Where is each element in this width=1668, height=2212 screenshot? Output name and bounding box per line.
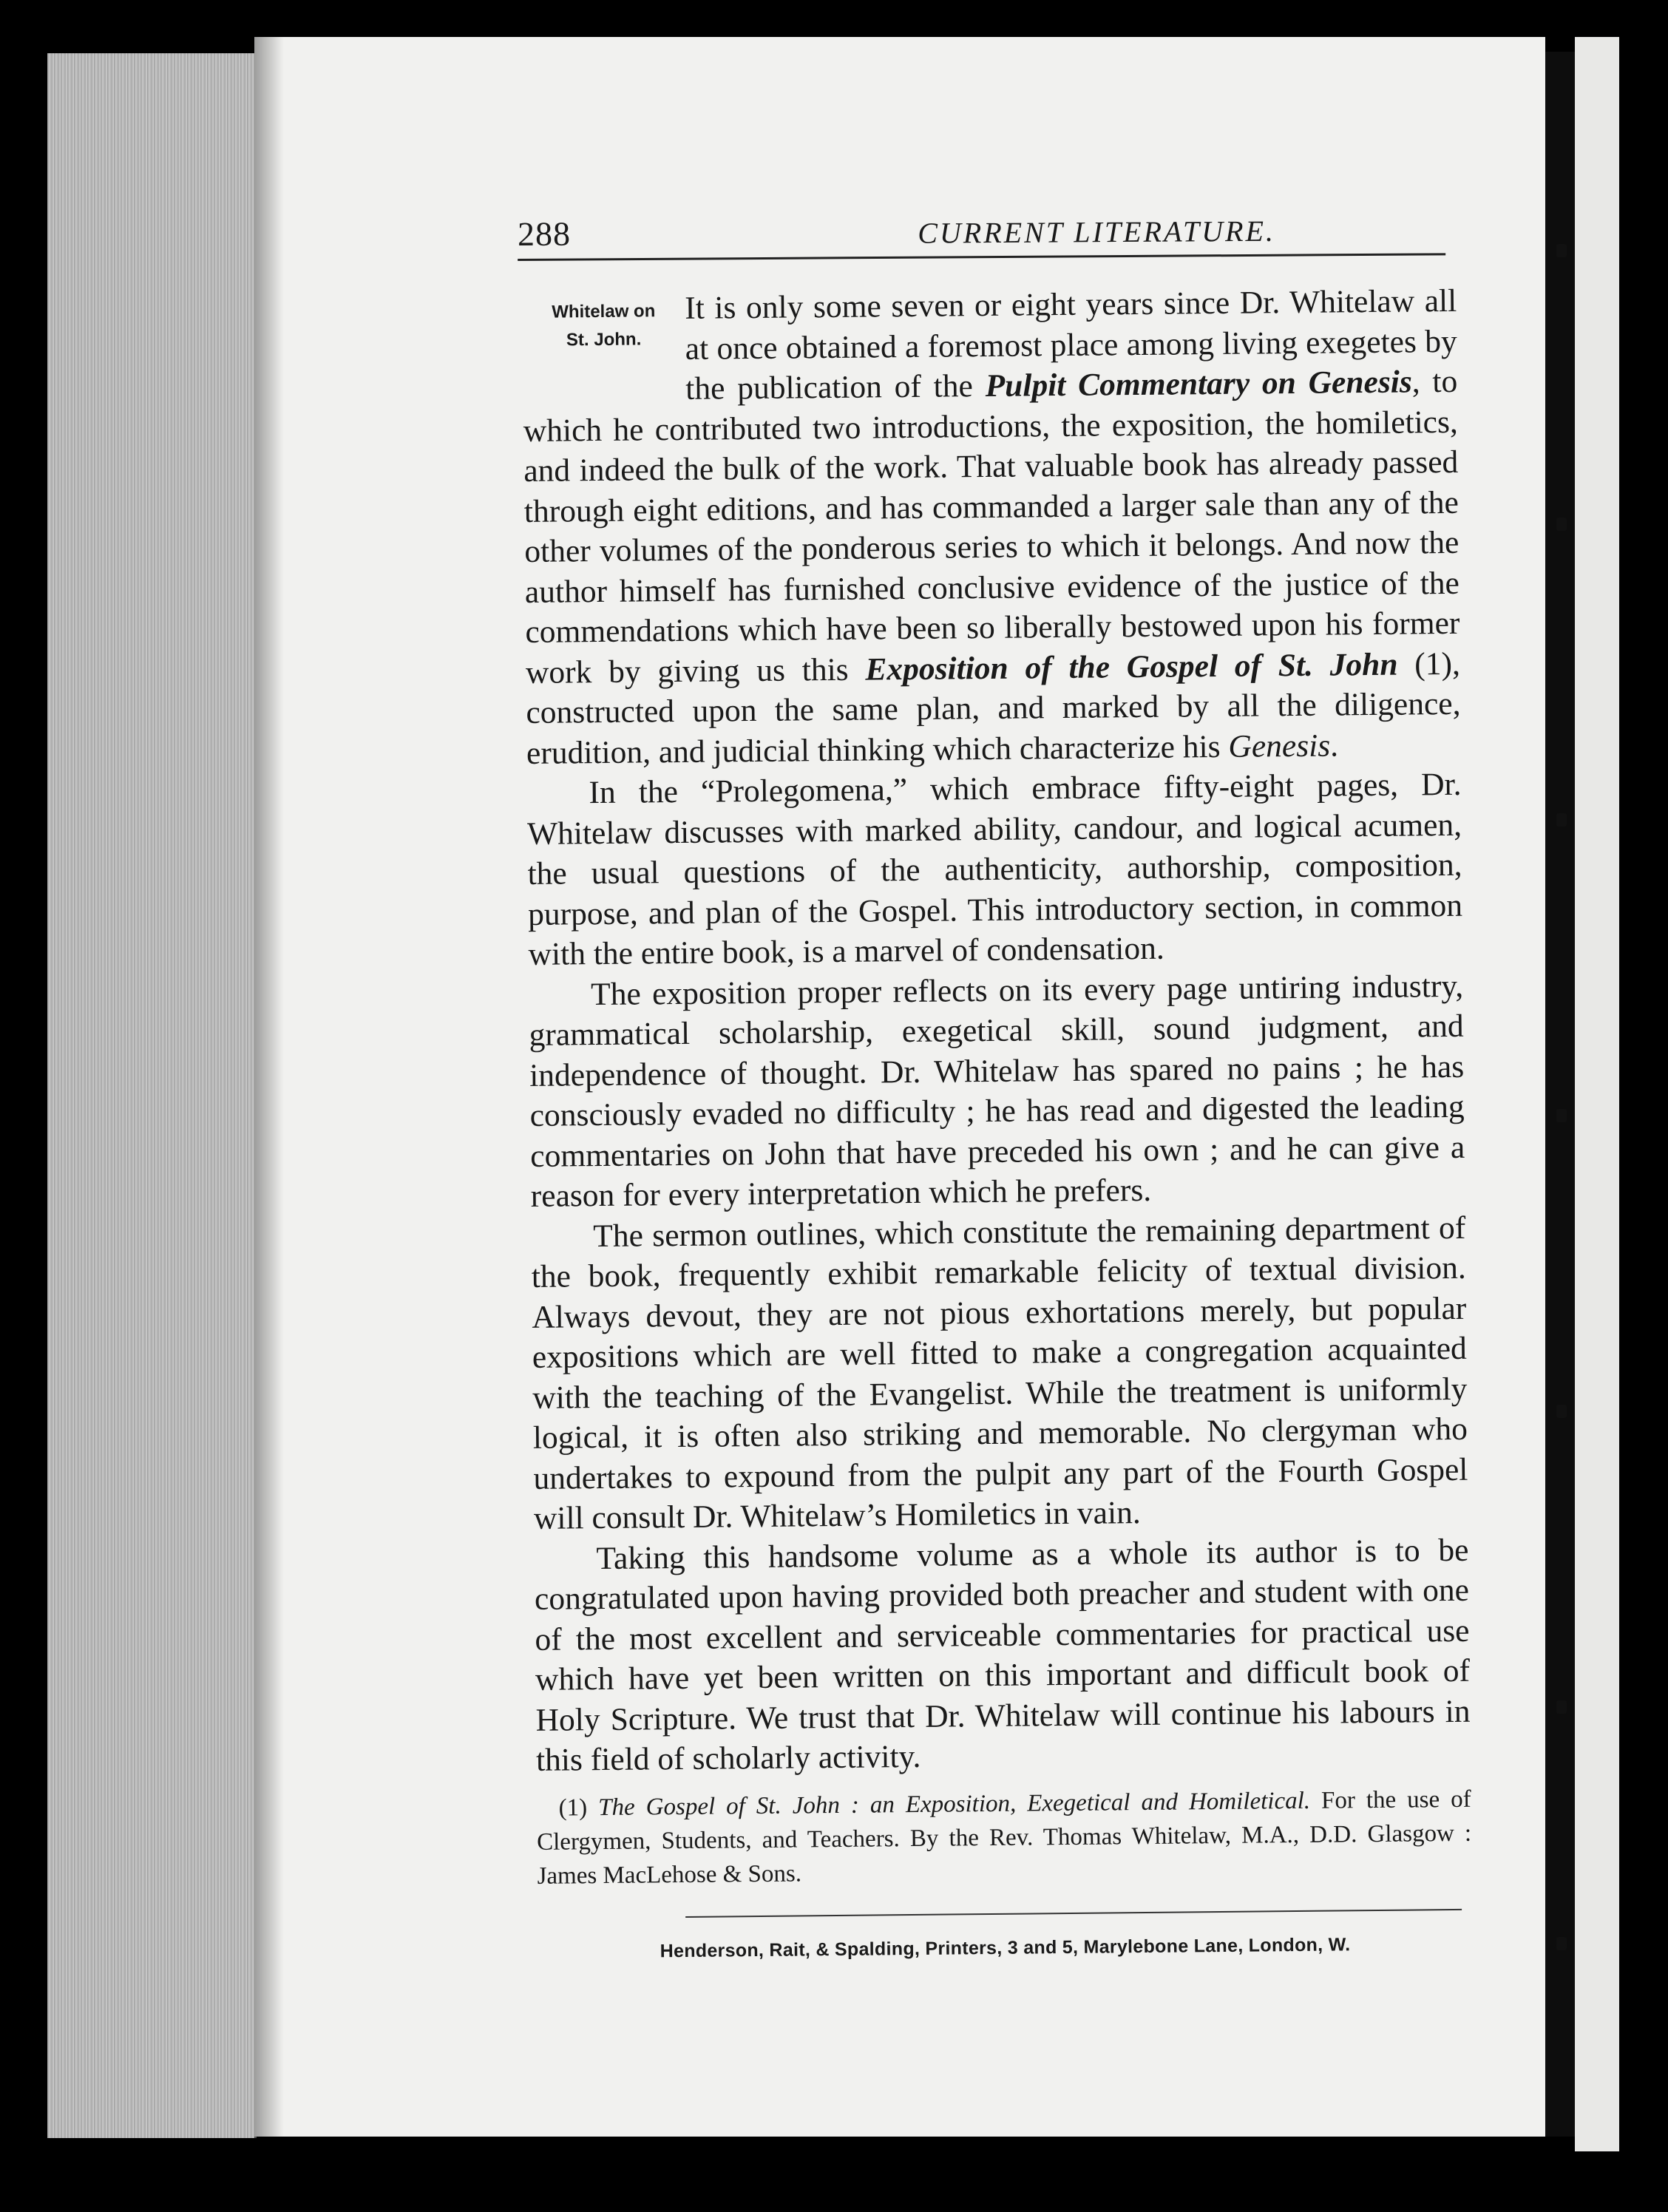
page-number: 288 — [517, 214, 572, 253]
book-title-genesis-commentary: Pulpit Commentary on Genesis — [985, 364, 1412, 404]
side-note-line: Whitelaw on — [552, 301, 656, 322]
paragraph-2: In the “Prolegomena,” which embrace fifty-eight pages, Dr. Whitelaw discusses with marked ability, candour, and logical acumen, the usual questions of the authenticity, authorship, composition, purpose, and plan of the Gospel. This introductory section, in common with the entire book, is a marvel of condensation. — [526, 766, 1463, 972]
footnote-divider — [685, 1908, 1462, 1917]
paragraph-4: The sermon outlines, which constitute the remaining department of the book, frequently exhibit remarkable felicity of textual division. Always devout, they are not pious exhortations merely, but popular expositions which are well fitted to make a congregation acquainted with the teaching of the Evangelist. While the treatment is uniformly logical, it is often also striking and memorable. No clergyman who undertakes to expound from the pulpit any part of the Fourth Gospel will consult Dr. Whitelaw’s Homiletics in vain. — [531, 1210, 1468, 1536]
book-page-edges — [47, 53, 257, 2138]
paragraph-3: The exposition proper reflects on its every page untiring industry, grammatical scholarship, exegetical skill, sound judgment, and independence of thought. Dr. Whitelaw has spared no pains ; he has consciously evaded no difficulty ; he has read and digested the leading commentaries on John that have preceded his own ; and he can give a reason for every interpretation which he prefers. — [529, 968, 1465, 1214]
binding-cord — [1556, 1700, 1567, 1714]
page-header — [518, 208, 1445, 261]
footnote-title: The Gospel of St. John : an Exposition, Exegetical and Homiletical. — [598, 1787, 1311, 1821]
book-binding — [1545, 52, 1575, 2137]
side-note-line: St. John. — [566, 329, 642, 350]
paragraph-text: . — [1329, 727, 1339, 764]
paragraph-text: , to which he contributed two introductions, the exposition, the homiletics, and indeed the bulk of the work. That valuable book has already passed through eight editions, and has commanded a larger sale than any of the other volumes of the ponderous series to which it belongs. And now the author himself has furnished conclusive evidence of the justice of the commendations which have been so liberally bestowed upon his former work by giving us this — [523, 363, 1460, 691]
footnote-text: For the use of Clergymen, Students, and Teachers. By the Rev. Thomas Whitelaw, M.A., D.D. Glasgow : James MacLehose & Sons. — [536, 1785, 1472, 1890]
binding-strip — [1575, 37, 1619, 2151]
binding-cord — [1556, 1937, 1567, 1950]
book-title-genesis: Genesis — [1228, 727, 1331, 764]
book-title-exposition: Exposition of the Gospel of St. John — [865, 646, 1398, 688]
binding-cord — [1556, 1109, 1567, 1122]
binding-cord — [1556, 244, 1567, 257]
running-head: CURRENT LITERATURE. — [918, 214, 1276, 250]
paragraph-text: (1), constructed upon the same plan, and marked by all the diligence, erudition, and judicial thinking which characterize his — [526, 645, 1461, 771]
footnote-marker: (1) — [558, 1794, 588, 1822]
binding-cord — [1556, 518, 1567, 531]
gutter-shadow — [254, 37, 284, 2137]
footnote — [536, 1782, 1471, 1893]
side-note — [522, 288, 685, 373]
article-body — [522, 281, 1473, 1972]
binding-cord — [1556, 813, 1567, 827]
printer-imprint: Henderson, Rait, & Spalding, Printers, 3 and 5, Marylebone Lane, London, W. — [660, 1933, 1351, 1961]
paragraph-5: Taking this handsome volume as a whole its author is to be congratulated upon having provided both preacher and student with one of the most excellent and serviceable commentaries for practical use which have yet been written on this important and difficult book of Holy Scripture. We trust that Dr. Whitelaw will continue his labours in this field of scholarly activity. — [534, 1532, 1471, 1778]
binding-cord — [1556, 1405, 1567, 1418]
paragraph-text: It is only some seven or eight years since Dr. Whitelaw all at once obtained a foremost place among living exegetes by the publication of the — [685, 282, 1457, 407]
